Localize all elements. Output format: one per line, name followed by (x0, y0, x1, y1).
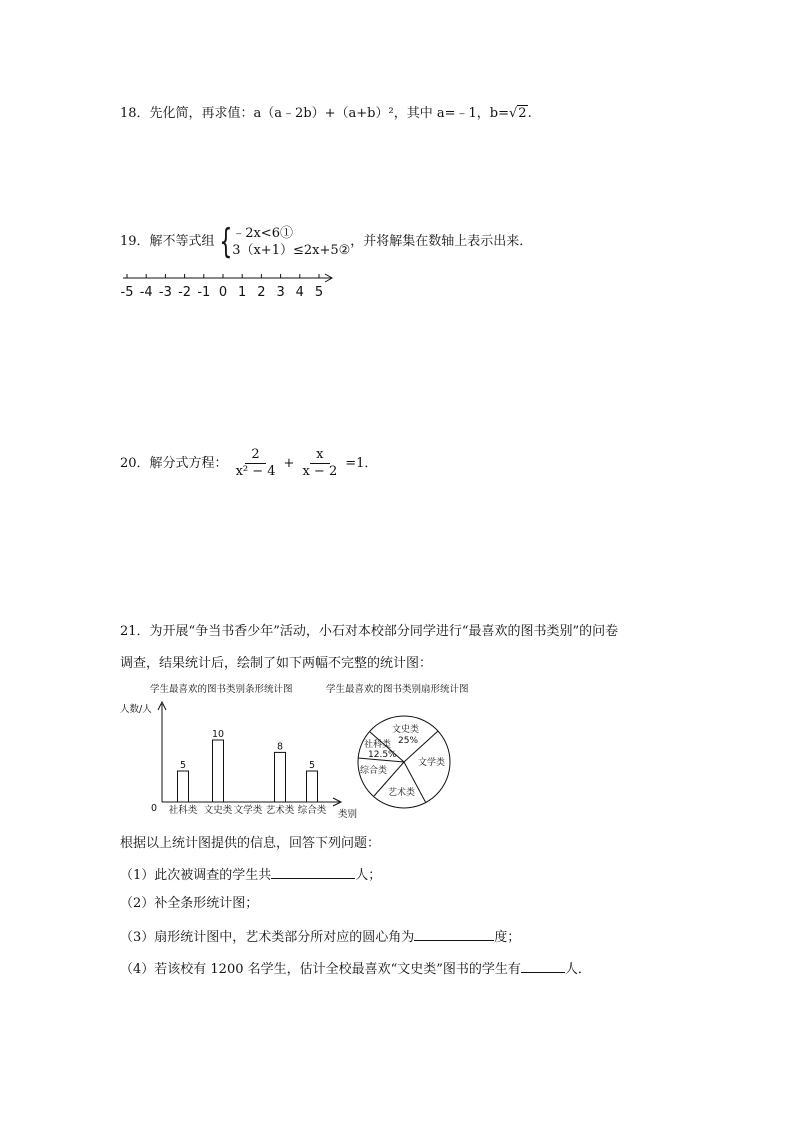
fraction-1-denominator: x² − 4 (235, 464, 276, 479)
bar-value-label: 8 (276, 741, 284, 753)
pie-label-yishu: 艺术类 (388, 788, 416, 798)
bar-value-label: 5 (308, 760, 316, 771)
answer-blank-3[interactable] (414, 926, 494, 941)
question-21-line1: 为开展“争当书香少年”活动，小石对本校部分同学进行“最喜欢的图书类别”的问卷 (149, 624, 619, 639)
number-line-label: 3 (276, 285, 285, 300)
bar-0 (178, 771, 189, 802)
question-21-number: 21． (120, 624, 150, 639)
number-line-label: 4 (295, 285, 304, 300)
sub-3-prefix: （3）扇形统计图中，艺术类部分所对应的圆心角为 (120, 930, 415, 945)
equation-rhs: =1． (345, 456, 378, 471)
fraction-2-denominator: x − 2 (302, 464, 338, 479)
question-18-number: 18． (120, 106, 150, 121)
sub-1-suffix: 人； (355, 868, 382, 883)
number-line-label: -5 (120, 285, 134, 300)
question-21-sub-1 (120, 864, 381, 886)
question-18 (120, 104, 532, 124)
bar-4 (307, 771, 318, 802)
number-line (115, 268, 345, 300)
bar-value-label: 5 (179, 760, 187, 771)
question-19-suffix: ，并将解集在数轴上表示出来． (350, 234, 533, 249)
bar-chart-origin: 0 (151, 803, 158, 814)
inequality-system (215, 221, 351, 262)
plus-sign: + (283, 456, 295, 471)
bar-1 (213, 740, 224, 802)
pie-percent-sheke: 12.5% (368, 750, 397, 760)
pie-label-sheke: 社科类 (364, 740, 392, 750)
number-line-label: -3 (158, 285, 172, 300)
answer-blank-1[interactable] (271, 864, 355, 879)
number-line-label: -2 (178, 285, 192, 300)
inequality-2: 3（x+1）≤2x+5② (232, 242, 351, 258)
bar-category-label: 综合类 (297, 805, 327, 816)
question-20 (120, 446, 377, 482)
bar-chart-xlabel: 类别 (338, 809, 358, 820)
bar-3 (275, 752, 286, 802)
pie-label-wenshi: 文史类 (392, 725, 420, 735)
inequality-1: ﹣2x<6① (232, 225, 293, 241)
sqrt-radicand: 2 (518, 106, 527, 121)
sub-3-suffix: 度； (494, 930, 521, 945)
question-19 (120, 222, 532, 262)
number-line-label: 1 (238, 285, 247, 300)
bar-chart-ylabel: 人数/人 (120, 704, 152, 715)
question-19-prefix: 解不等式组 (149, 234, 215, 249)
sub-4-prefix: （4）若该校有 1200 名学生，估计全校最喜欢“文史类”图书的学生有 (120, 962, 521, 977)
number-line-label: 2 (257, 285, 266, 300)
question-21-sub-3 (120, 926, 520, 948)
sub-1-prefix: （1）此次被调查的学生共 (120, 868, 272, 883)
question-18-end: . (527, 106, 532, 121)
fraction-1-numerator: 2 (245, 447, 265, 464)
sub-4-suffix: 人． (564, 962, 591, 977)
question-20-prefix: 解分式方程： (149, 456, 228, 471)
pie-label-wenxue: 文学类 (418, 758, 446, 768)
question-21-sub-2: （2）补全条形统计图； (120, 896, 259, 911)
number-line-label: -1 (197, 285, 211, 300)
bar-chart (120, 680, 358, 822)
question-21-line-1 (120, 622, 618, 642)
question-21-intro: 根据以上统计图提供的信息，回答下列问题： (120, 836, 381, 851)
question-19-number: 19． (120, 234, 150, 249)
fraction-2-numerator: x (310, 447, 329, 464)
number-line-label: -4 (139, 285, 153, 300)
bar-category-label: 艺术类 (265, 805, 295, 816)
fraction-2 (296, 447, 343, 480)
bar-category-label: 文学类 (233, 805, 263, 816)
number-line-label: 0 (218, 285, 228, 300)
pie-chart (326, 680, 500, 822)
question-21-sub-4 (120, 958, 591, 980)
answer-blank-4[interactable] (521, 958, 565, 973)
sqrt-expression: √2 (508, 106, 527, 121)
bar-category-label: 文史类 (203, 805, 233, 816)
bar-chart-title: 学生最喜欢的图书类别条形统计图 (150, 684, 293, 695)
bar-category-label: 社科类 (168, 805, 198, 816)
pie-chart-title: 学生最喜欢的图书类别扇形统计图 (326, 684, 469, 695)
pie-label-zonghe: 综合类 (360, 766, 388, 776)
bar-value-label: 10 (211, 729, 225, 740)
question-20-number: 20． (120, 456, 150, 471)
fraction-1 (230, 447, 282, 480)
question-18-text: 先化简，再求值：a（a﹣2b）+（a+b）²，其中 a=﹣1，b= (149, 106, 509, 121)
question-21-line-2: 调查，结果统计后，绘制了如下两幅不完整的统计图： (120, 656, 433, 671)
number-line-label: 5 (314, 285, 324, 300)
pie-percent-wenshi: 25% (398, 736, 419, 746)
brace-symbol: { (218, 221, 232, 262)
